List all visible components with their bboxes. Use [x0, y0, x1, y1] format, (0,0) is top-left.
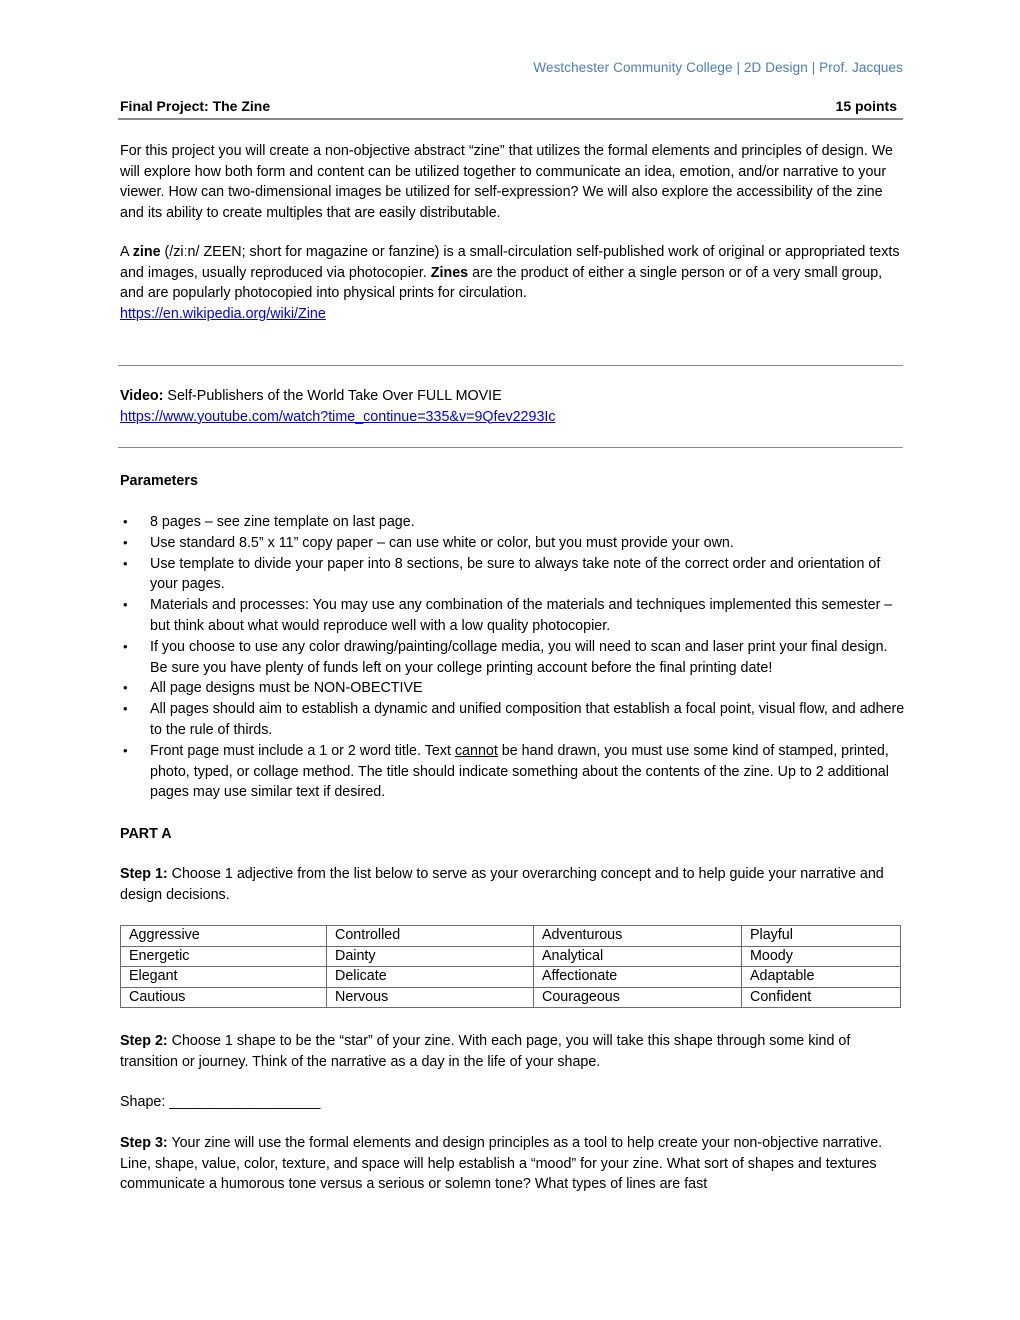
list-item: • Use template to divide your paper into 8 sections, be sure to always take note of the correct order and orientation of your pages. — [123, 555, 881, 593]
parameters-list — [120, 512, 905, 803]
step-1: Step 1: Choose 1 adjective from the list below to serve as your overarching concept and to help guide your narrative and design decisions. — [120, 866, 884, 903]
table-cell: Delicate — [327, 967, 534, 988]
table-row — [121, 987, 901, 1008]
points-value: 15 points — [835, 98, 897, 114]
parameters-heading: Parameters — [120, 473, 198, 489]
video-section — [120, 386, 905, 427]
table-row — [121, 926, 901, 947]
table-cell: Controlled — [327, 926, 534, 947]
table-cell: Courageous — [534, 987, 742, 1008]
shape-blank: ___________________ — [169, 1094, 321, 1110]
bullet-icon: • — [123, 597, 128, 613]
shape-field — [120, 1092, 905, 1113]
table-cell: Moody — [742, 946, 901, 967]
table-cell: Confident — [742, 987, 901, 1008]
intro-paragraph: For this project you will create a non-objective abstract “zine” that utilizes the formal elements and principles of design. We will explore how both form and content can be utilized together to communicate an idea, emotion, and/or narrative to your viewer. How can two-dimensional images be utilized for self-expression? We will also explore the accessibility of the zine and its ability to create multiples that are easily distributable. — [120, 143, 893, 221]
shape-label: Shape: — [120, 1094, 170, 1110]
table-cell: Affectionate — [534, 967, 742, 988]
table-row — [121, 946, 901, 967]
divider — [118, 447, 903, 448]
step-2: Step 2: Choose 1 shape to be the “star” of your zine. With each page, you will take this shape through some kind of transition or journey. Think of the narrative as a day in the life of your shape. — [120, 1033, 851, 1070]
table-cell: Nervous — [327, 987, 534, 1008]
list-item: • 8 pages – see zine template on last page. — [120, 512, 905, 533]
list-item: • Use standard 8.5” x 11” copy paper – can use white or color, but you must provide your own. — [120, 533, 905, 554]
list-item: • All pages should aim to establish a dynamic and unified composition that establish a focal point, visual flow, and adhere to the rule of thirds. — [123, 701, 905, 738]
table-cell: Energetic — [121, 946, 327, 967]
wikipedia-link[interactable]: https://en.wikipedia.org/wiki/Zine — [120, 305, 326, 322]
table-cell: Elegant — [121, 967, 327, 988]
table-cell: Playful — [742, 926, 901, 947]
list-item: • Materials and processes: You may use any combination of the materials and techniques implemented this semester – but think about what would reproduce well with a low quality photocopier. — [123, 597, 893, 634]
bullet-icon: • — [123, 534, 128, 550]
bullet-icon: • — [123, 680, 128, 696]
bullet-icon: • — [123, 555, 128, 571]
video-title: Self-Publishers of the World Take Over FULL MOVIE — [163, 388, 502, 404]
part-a-heading: PART A — [120, 826, 172, 842]
emphasis-cannot: cannot — [454, 742, 498, 759]
step-3-label: Step 3: — [120, 1135, 168, 1151]
step-1-label: Step 1: — [120, 866, 168, 882]
document-title: Final Project: The Zine — [120, 98, 271, 114]
bullet-icon: • — [123, 638, 128, 654]
video-label: Video: — [120, 388, 164, 404]
divider — [118, 365, 903, 366]
table-cell: Cautious — [121, 987, 327, 1008]
table-cell: Dainty — [327, 946, 534, 967]
term-zine: zine — [132, 244, 161, 260]
table-row — [121, 967, 901, 988]
step-3: Step 3: Your zine will use the formal elements and design principles as a tool to help create your non-objective narrative. Line, shape, value, color, texture, and space will help establish a “mood” for your zine. What sort of shapes and textures communicate a humorous tone versus a serious or solemn tone? What types of lines are fast — [120, 1135, 883, 1193]
term-zines: Zines — [430, 264, 469, 281]
running-header: Westchester Community College | 2D Design | Prof. Jacques — [533, 60, 903, 75]
table-cell: Adventurous — [534, 926, 742, 947]
title-row — [118, 98, 903, 120]
bullet-icon: • — [123, 701, 128, 717]
table-cell: Adaptable — [742, 967, 901, 988]
youtube-link[interactable]: https://www.youtube.com/watch?time_continue=335&v=9Qfev2293Ic — [120, 408, 556, 425]
list-item: • All page designs must be NON-OBECTIVE — [120, 678, 905, 699]
table-cell: Aggressive — [121, 926, 327, 947]
table-cell: Analytical — [534, 946, 742, 967]
adjective-table — [120, 925, 901, 1008]
bullet-icon: • — [123, 514, 128, 529]
bullet-icon: • — [123, 742, 128, 758]
step-2-label: Step 2: — [120, 1033, 168, 1049]
zine-definition: A zine (/ziːn/ ZEEN; short for magazine or fanzine) is a small-circulation self-published work of original or appropriated texts and images, usually reproduced via photocopier. Zines are the product of either a single person or of a very small group, and are popularly photocopied into physical prints for circulation. https://en.wikipedia.org/wiki/Zine — [120, 244, 900, 322]
list-item: • If you choose to use any color drawing/painting/collage media, you will need to scan and laser print your final design. Be sure you have plenty of funds left on your college printing account before the final printing date! — [123, 638, 888, 676]
list-item: • Front page must include a 1 or 2 word title. Text cannot be hand drawn, you must use some kind of stamped, printed, photo, typed, or collage method. The title should indicate something about the contents of the zine. Up to 2 additional pages may use similar text if desired. — [123, 742, 889, 801]
